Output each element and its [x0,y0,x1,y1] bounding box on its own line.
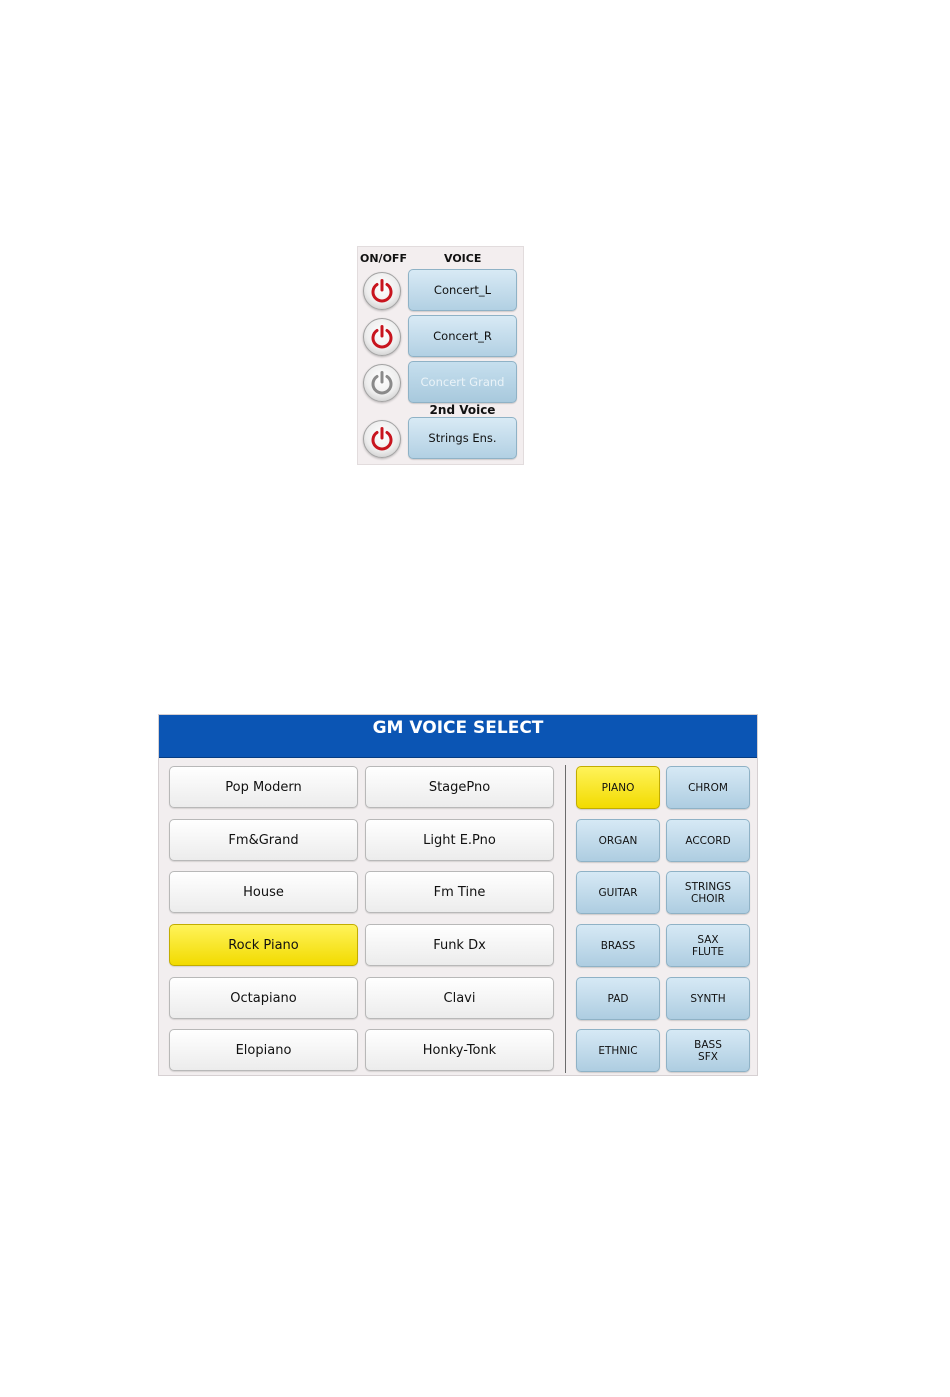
power-icon [369,324,395,350]
category-synth[interactable]: SYNTH [666,977,750,1020]
voice-funk-dx[interactable]: Funk Dx [365,924,554,966]
second-voice-label: 2nd Voice [429,403,496,417]
category-brass[interactable]: BRASS [576,924,660,967]
voice-octapiano[interactable]: Octapiano [169,977,358,1019]
category-accord[interactable]: ACCORD [666,819,750,862]
section-divider [565,765,566,1073]
voice-fm-grand[interactable]: Fm&Grand [169,819,358,861]
category-sax-flute[interactable]: SAX FLUTE [666,924,750,967]
category-organ[interactable]: ORGAN [576,819,660,862]
category-guitar[interactable]: GUITAR [576,871,660,914]
voice-panel [357,246,524,465]
voice-rock-piano[interactable]: Rock Piano [169,924,358,966]
voice-elopiano[interactable]: Elopiano [169,1029,358,1071]
power-icon [369,278,395,304]
power-icon [369,370,395,396]
voice-clavi[interactable]: Clavi [365,977,554,1019]
voice-fm-tine[interactable]: Fm Tine [365,871,554,913]
gm-voice-select-title: GM VOICE SELECT [159,715,757,758]
voice-stagepno[interactable]: StagePno [365,766,554,808]
category-chrom[interactable]: CHROM [666,766,750,809]
power-toggle-2[interactable] [363,318,401,356]
voice-button-2[interactable]: Concert_R [408,315,517,357]
voice-header: VOICE [444,252,482,265]
voice-pop-modern[interactable]: Pop Modern [169,766,358,808]
voice-honky-tonk[interactable]: Honky-Tonk [365,1029,554,1071]
category-strings-choir[interactable]: STRINGS CHOIR [666,871,750,914]
category-bass-sfx[interactable]: BASS SFX [666,1029,750,1072]
voice-house[interactable]: House [169,871,358,913]
power-icon [369,426,395,452]
power-toggle-1[interactable] [363,272,401,310]
power-toggle-3[interactable] [363,364,401,402]
power-toggle-second-voice[interactable] [363,420,401,458]
voice-button-3[interactable]: Concert Grand [408,361,517,403]
category-pad[interactable]: PAD [576,977,660,1020]
onoff-header: ON/OFF [360,252,407,265]
voice-button-1[interactable]: Concert_L [408,269,517,311]
second-voice-button[interactable]: Strings Ens. [408,417,517,459]
category-ethnic[interactable]: ETHNIC [576,1029,660,1072]
category-piano[interactable]: PIANO [576,766,660,809]
gm-voice-select-window [158,714,758,1076]
voice-light-e-pno[interactable]: Light E.Pno [365,819,554,861]
